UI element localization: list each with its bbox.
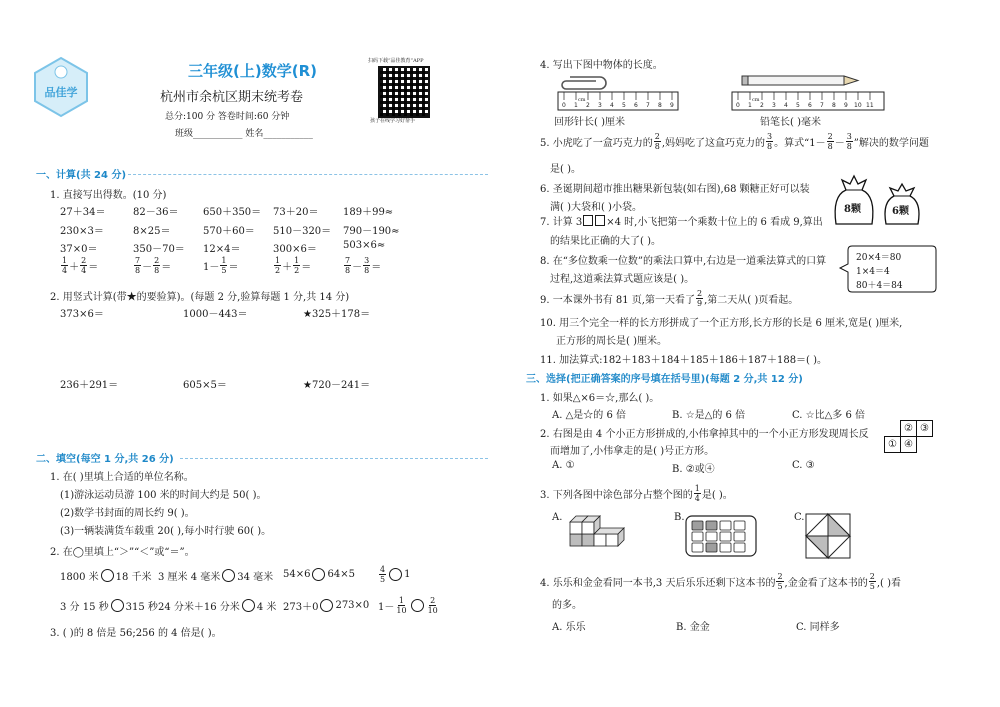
svg-text:3: 3 — [598, 102, 602, 109]
question-1-2: 2. 用竖式计算(带★的要验算)。(每题 2 分,验算每题 1 分,共 14 分) — [50, 292, 350, 303]
section-3-title: 三、选择(把正确答案的序号填在括号里)(每题 2 分,共 12 分) — [526, 374, 803, 385]
vertical-calc-item: ★720－241＝ — [303, 380, 371, 391]
calc-item: 570＋60＝ — [203, 226, 255, 237]
calc-item: 510－320＝ — [273, 226, 332, 237]
svg-text:2: 2 — [586, 102, 590, 109]
svg-text:8: 8 — [658, 102, 662, 109]
grid-square-4: ④ — [900, 436, 917, 453]
bubble-line: 1×4＝4 — [856, 267, 890, 277]
pencil-answer: 铅笔长( )毫米 — [760, 117, 821, 128]
choice-1-option-a: A. △是☆的 6 倍 — [552, 410, 626, 421]
ruler-unit: cm — [578, 97, 586, 103]
vertical-calc-item: 236＋291＝ — [60, 380, 119, 391]
svg-text:0: 0 — [562, 102, 566, 109]
calc-item: 37×0＝ — [60, 244, 98, 255]
exam-subtitle: 杭州市余杭区期末统考卷 — [160, 90, 304, 105]
svg-text:品佳学: 品佳学 — [44, 86, 78, 99]
question-r7: 7. 计算 3 ×4 时,小飞把第一个乘数十位上的 6 看成 9,算出 — [540, 217, 823, 228]
vertical-calc-item: ★325＋178＝ — [303, 309, 371, 320]
svg-text:6: 6 — [808, 102, 812, 109]
svg-text:7: 7 — [820, 102, 824, 109]
page-title: 三年级(上)数学(R) — [188, 62, 317, 80]
svg-text:5: 5 — [796, 102, 800, 109]
calc-item: 503×6≈ — [343, 240, 386, 251]
question-2-2: 2. 在◯里填上“＞”“＜”或“＝”。 — [50, 547, 195, 558]
grid-square-2: ② — [900, 420, 917, 437]
bubble-line: 80＋4＝84 — [856, 281, 903, 291]
calc-item: 300×6＝ — [273, 244, 317, 255]
question-r6-line2: 满( )大袋和( )小袋。 — [550, 202, 642, 213]
score-time-line: 总分:100 分 答卷时间:60 分钟 — [165, 112, 290, 122]
choice-4: 4. 乐乐和金金看同一本书,3 天后乐乐还剩下这本书的 $\frac{2}{5}$ ,金金看了这本书的 $\frac{2}{5}$ ,( )看 — [540, 572, 901, 591]
compare-item: 3 分 15 秒 315 秒 — [60, 598, 158, 613]
section-2-title: 二、填空(每空 1 分,共 26 分) — [36, 454, 174, 465]
choice-2: 2. 右图是由 4 个小正方形拼成的,小伟拿掉其中的一个小正方形发现周长反 — [540, 429, 869, 440]
vertical-calc-item: 1000－443＝ — [183, 309, 248, 320]
calc-item: 27＋34＝ — [60, 207, 106, 218]
svg-text:4: 4 — [784, 102, 788, 109]
choice-3-option-b: B. — [674, 512, 685, 523]
compare-item: 273＋0 273×0 — [283, 600, 370, 613]
compare-item: 54×6 64×5 — [283, 569, 355, 580]
choice-3-option-c: C. — [794, 512, 805, 523]
choice-1: 1. 如果△×6＝☆,那么( )。 — [540, 393, 660, 404]
question-2-1c: (3)一辆装满货车载重 20( ),每小时行驶 60( )。 — [60, 526, 272, 537]
question-r8-line2: 过程,这道乘法算式题应该是( )。 — [550, 274, 695, 285]
fraction-calc-item: $\frac{1}{4}$ ＋ $\frac{2}{4}$ ＝ — [62, 256, 99, 275]
svg-text:8: 8 — [832, 102, 836, 109]
compare-item: 24 分米＋16 分米 4 米 — [158, 598, 276, 613]
svg-text:9: 9 — [670, 102, 674, 109]
choice-4-line2: 的多。 — [552, 600, 582, 611]
bubble-line: 20×4＝80 — [856, 253, 902, 263]
svg-text:9: 9 — [844, 102, 848, 109]
question-r5-line2: 是( )。 — [550, 164, 581, 175]
question-r5: 5. 小虎吃了一盒巧克力的 $\frac{2}{8}$ ,妈妈吃了这盒巧克力的 $\frac{3}{8}$ 。算式“1－ $\frac{2}{8}$ － $\frac{3}{8}$ ”解决的数学问题 — [540, 132, 929, 151]
vertical-calc-item: 605×5＝ — [183, 380, 227, 391]
question-r4: 4. 写出下图中物体的长度。 — [540, 60, 663, 71]
choice-3-option-a: A. — [552, 512, 563, 523]
question-r9: 9. 一本课外书有 81 页,第一天看了 $\frac{2}{9}$ ,第二天从( )页看起。 — [540, 289, 799, 308]
fraction-calc-item: $\frac{7}{8}$ － $\frac{3}{8}$ ＝ — [345, 256, 382, 275]
qr-code — [378, 66, 430, 118]
choice-4-option-c: C. 同样多 — [796, 622, 840, 633]
section-divider — [180, 458, 488, 459]
question-r8: 8. 在“多位数乘一位数”的乘法口算中,右边是一道乘法算式的口算 — [540, 256, 827, 267]
qr-caption-bottom: 孩子在线学习好帮手 — [370, 118, 416, 124]
choice-2-option-c: C. ③ — [792, 460, 815, 471]
choice-4-option-b: B. 金金 — [676, 622, 710, 633]
choice-3: 3. 下列各图中涂色部分占整个图的 $\frac{1}{4}$ 是( )。 — [540, 484, 733, 503]
calc-item: 790－190≈ — [343, 226, 400, 237]
fraction-calc-item: 1－ $\frac{1}{5}$ ＝ — [203, 256, 239, 275]
big-bag-label: 8颗 — [844, 204, 861, 215]
question-2-1a: (1)游泳运动员游 100 米的时间大约是 50( )。 — [60, 490, 267, 501]
choice-1-option-b: B. ☆是△的 6 倍 — [672, 410, 746, 421]
compare-item: 1－ $\frac{1}{10}$ $\frac{2}{10}$ — [378, 596, 438, 615]
question-r7-line2: 的结果比正确的大了( )。 — [550, 236, 661, 247]
calc-item: 12×4＝ — [203, 244, 241, 255]
compare-item: 3 厘米 4 毫米 34 毫米 — [158, 568, 273, 583]
diamond-square-figure — [804, 512, 852, 560]
fraction-calc-item: $\frac{1}{2}$ ＋ $\frac{1}{2}$ ＝ — [275, 256, 312, 275]
svg-text:7: 7 — [646, 102, 650, 109]
svg-text:11: 11 — [866, 102, 874, 109]
calc-item: 350－70＝ — [133, 244, 185, 255]
compare-item: $\frac{4}{5}$ 1 — [380, 565, 411, 584]
choice-2-option-b: B. ②或④ — [672, 464, 715, 475]
calc-item: 230×3＝ — [60, 226, 104, 237]
choice-4-option-a: A. 乐乐 — [552, 622, 586, 633]
svg-text:5: 5 — [622, 102, 626, 109]
ruler-unit: cm — [752, 97, 760, 103]
class-name-line: 班级___________ 姓名___________ — [175, 129, 313, 139]
ruler-with-paperclip — [548, 72, 684, 112]
question-2-3: 3. ( )的 8 倍是 56;256 的 4 倍是( )。 — [50, 628, 222, 639]
question-2-1: 1. 在( )里填上合适的单位名称。 — [50, 472, 194, 483]
qr-caption-top: 扫码下载“品佳教育”APP — [368, 58, 424, 64]
cubes-figure — [566, 512, 626, 556]
svg-text:6: 6 — [634, 102, 638, 109]
publisher-logo — [30, 56, 92, 118]
choice-1-option-c: C. ☆比△多 6 倍 — [792, 410, 866, 421]
svg-text:10: 10 — [854, 102, 862, 109]
fraction-calc-item: $\frac{7}{8}$ － $\frac{2}{8}$ ＝ — [135, 256, 172, 275]
choice-2-line2: 而增加了,小伟拿走的是( )号正方形。 — [550, 446, 715, 457]
section-divider — [128, 174, 488, 175]
calc-item: 73＋20＝ — [273, 207, 319, 218]
choice-2-option-a: A. ① — [552, 460, 575, 471]
svg-text:3: 3 — [772, 102, 776, 109]
question-1-1: 1. 直接写出得数。(10 分) — [50, 190, 167, 201]
calc-item: 82－36＝ — [133, 207, 179, 218]
grid-square-1: ① — [884, 436, 901, 453]
svg-text:0: 0 — [736, 102, 740, 109]
question-2-1b: (2)数学书封面的周长约 9( )。 — [60, 508, 195, 519]
calc-item: 650＋350＝ — [203, 207, 262, 218]
svg-text:2: 2 — [760, 102, 764, 109]
section-1-title: 一、计算(共 24 分) — [36, 170, 127, 181]
svg-text:1: 1 — [574, 102, 578, 109]
question-r6: 6. 圣诞期间超市推出糖果新包装(如右图),68 颗糖正好可以装 — [540, 184, 810, 195]
compare-item: 1800 米 18 千米 — [60, 568, 152, 583]
calc-item: 189＋99≈ — [343, 207, 394, 218]
vertical-calc-item: 373×6＝ — [60, 309, 104, 320]
cells-figure — [684, 514, 758, 558]
small-bag-label: 6颗 — [892, 206, 909, 217]
svg-text:4: 4 — [610, 102, 614, 109]
svg-text:1: 1 — [748, 102, 752, 109]
grid-square-3: ③ — [916, 420, 933, 437]
question-r10-line2: 正方形的周长是( )厘米。 — [556, 336, 667, 347]
calc-item: 8×25＝ — [133, 226, 171, 237]
ruler-with-pencil — [728, 72, 888, 112]
paperclip-answer: 回形针长( )厘米 — [554, 117, 625, 128]
question-r11: 11. 加法算式:182＋183＋184＋185＋186＋187＋188＝( )。 — [540, 355, 828, 366]
question-r10: 10. 用三个完全一样的长方形拼成了一个正方形,长方形的长是 6 厘米,宽是( )厘米, — [540, 318, 903, 329]
